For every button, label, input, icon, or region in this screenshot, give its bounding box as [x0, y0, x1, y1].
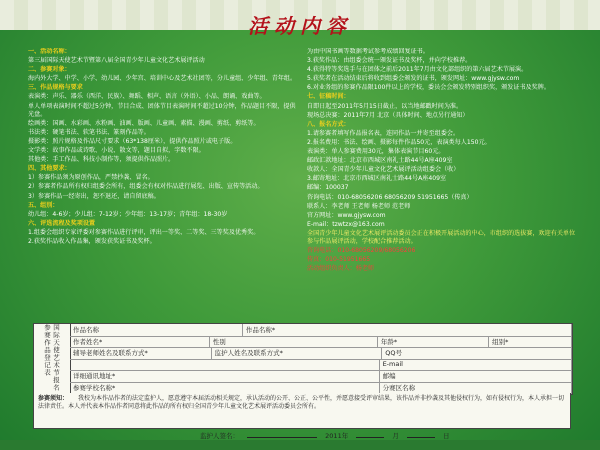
right-paragraph: 活动组织负责人：杨老师: [307, 265, 375, 273]
left-paragraph: 2.获奖作品收入作品集，颁发获奖证书及奖杯。: [28, 237, 156, 245]
right-paragraph: 6.对业务组的参赛作品限100件以上的学校，委员会会颁发特别组织奖，颁发证书及奖牌。: [307, 84, 550, 92]
guardian-sign-label: 监护人签名：: [200, 432, 239, 440]
left-paragraph: 三、作品规格与要求: [28, 84, 83, 92]
form-cell[interactable]: 作品名称: [70, 324, 243, 336]
right-paragraph: 联系人：李老师 王老师 杨老师 范老师: [307, 202, 411, 210]
form-side-label: [34, 324, 71, 394]
sign-day-line[interactable]: [407, 437, 435, 438]
left-paragraph: 文学类：故事作品或诗歌、小说、散文等，题目自拟，字数不限。: [28, 147, 205, 155]
right-paragraph: 3.获奖作品：由组委会统一颁发证书及奖杯，并向学校推荐。: [307, 57, 472, 65]
form-cell[interactable]: 监护人姓名及联系方式*: [212, 347, 383, 359]
right-paragraph: 咨询电话：010-68056206 68056209 51951665（传真）: [307, 193, 473, 201]
left-paragraph: 五、组别：: [28, 201, 59, 209]
signature-row: [200, 431, 450, 440]
left-paragraph: 摄影类：照片规格及作品尺寸要求（63*138厘米），提供作品照片或电子版。: [28, 137, 237, 145]
left-paragraph: 幼儿组：4-6岁；少儿组：7-12岁；少年组：13-17岁；青年组：18-30岁: [28, 210, 228, 218]
form-cell[interactable]: 辅导老师姓名及联系方式*: [70, 347, 212, 359]
left-paragraph: 表演类：声乐、器乐（西洋、民族）、舞蹈、相声、语言（外语）、小品、朗诵、戏曲等。: [28, 93, 266, 101]
left-paragraph: 2）参赛者作品所有权归组委会所有，组委会有权对作品进行展览、出版、宣传等活动。: [28, 183, 264, 191]
right-paragraph: 邮编：100037: [307, 184, 349, 192]
bottom-bar: [0, 440, 600, 450]
left-paragraph: 绘画类：国画、水彩画、水粉画、油画、版画、儿童画、素描、漫画、剪纸、剪纸等。: [28, 119, 260, 127]
form-cell[interactable]: 年龄*: [378, 336, 489, 348]
form-cell[interactable]: E-mail: [380, 359, 572, 371]
left-paragraph: 六、评选流程及奖项设置: [28, 219, 96, 227]
left-paragraph: 单人单项表演时间不超过5分钟，节目合成、团体节目表演时间不超过10分钟，作品题目不限，提供光盘。: [28, 102, 296, 118]
title-banner: [208, 10, 392, 38]
sign-month: 月: [392, 432, 399, 440]
form-cell[interactable]: 组别*: [489, 336, 572, 348]
notes-title: 参赛须知：: [38, 395, 69, 402]
sign-month-line[interactable]: [356, 437, 384, 438]
notes-text: 我校为本作品作者的法定监护人，愿意遵守本届活动相关规定，承认活动的公开、公正、公平性，并愿意接受评审结果，该作品并非抄袭及其他侵权行为，如有侵权行为，本人承担一切法律责任。本人并代表本作品作者同意将此作品的所有权归全国青少年儿童文化艺术展评活动委员会所有。: [38, 395, 564, 410]
right-paragraph: 收款人：全国青少年儿童文化艺术展评活动组委会（收）: [307, 166, 460, 174]
registration-form: [33, 323, 573, 395]
right-paragraph: 表演类：单人参赛费用30元，集体表演节目60元。: [307, 148, 445, 156]
right-paragraph: 八、报名方式：: [307, 120, 350, 128]
form-cell[interactable]: 邮编: [380, 370, 572, 382]
notes-box: [33, 393, 571, 429]
content-columns: [28, 48, 576, 320]
sign-day: 日: [443, 432, 450, 440]
left-paragraph: 1.组委会组织专家评委对参赛作品进行评审，评出一等奖、二等奖、三等奖及优秀奖。: [28, 228, 260, 236]
signature-line[interactable]: [247, 437, 317, 438]
left-paragraph: 书法类：硬笔书法、软笔书法、篆刻作品等。: [28, 128, 150, 136]
left-paragraph: 海内外大学、中学、小学、幼儿园、少年宫、培训中心及艺术社团等，分儿童组、少年组、青年组。: [28, 75, 297, 83]
right-paragraph: 官方网址：www.gjysw.com: [307, 211, 386, 219]
left-paragraph: 1）参赛作品须为原创作品，严禁抄袭、冒名。: [28, 174, 154, 182]
right-paragraph: 七、征稿时间：: [307, 93, 350, 101]
form-cell[interactable]: 性别: [210, 336, 378, 348]
sign-year: 2011年: [325, 432, 349, 440]
page-title: 活动内容: [248, 13, 352, 38]
form-cell[interactable]: 作品名称*: [243, 324, 572, 336]
right-paragraph: 全国青少年儿童文化艺术展评活动委员会正在积极开展活动的中心，市组织的选拔赛，欢迎有关单位参与作品展评活动，学校配合推荐活动。: [307, 229, 576, 245]
left-paragraph: 一、活动名称：: [28, 48, 71, 55]
right-column: [307, 48, 576, 320]
right-paragraph: 为由中国书画等数据考试参考成绩回复证书。: [307, 48, 429, 55]
left-column: [28, 48, 297, 320]
left-paragraph: 四、其他要求：: [28, 165, 71, 173]
right-paragraph: 4.获得特等奖选手与在团体之前后2011年7月由文化部组织的第六届艺术节展演。: [307, 66, 528, 74]
right-paragraph: 5.获奖者在活动结束后将收到组委会颁发的证书，颁发网址：www.gjysw.com: [307, 75, 520, 83]
form-cell[interactable]: 参赛学校名称*: [70, 382, 380, 394]
form-cell[interactable]: 分赛区名称: [380, 382, 572, 394]
right-paragraph: 咨询电话：010-68056209/68056206: [307, 247, 416, 255]
right-paragraph: 2.报名费用：书法、绘画、摄影每件作品50元，表演类每人150元。: [307, 138, 491, 146]
form-cell[interactable]: 详细通讯地址*: [70, 370, 380, 382]
form-cell[interactable]: [70, 359, 380, 371]
form-cell[interactable]: QQ号: [382, 347, 572, 359]
right-paragraph: 3.邮寄地址：北京市西城区南礼士路44号A座409室: [307, 175, 447, 183]
right-paragraph: E-mail：tzwtzx@163.com: [307, 220, 385, 228]
right-paragraph: 自即日起至2011年5月15日截止，以当地邮戳时间为准。: [307, 102, 463, 110]
left-paragraph: 二、参赛对象：: [28, 66, 71, 74]
right-paragraph: 1.请参赛者填写作品报名表，连同作品一并寄至组委会。: [307, 129, 460, 137]
right-paragraph: 邮政汇款地址：北京市西城区南礼士路44号A座409室: [307, 157, 453, 165]
left-paragraph: 3）参赛作品一经寄出，恕不退还，请自留底稿。: [28, 192, 160, 200]
right-paragraph: 现场总决赛：2011年7月 北京（具体时间、地点另行通知）: [307, 111, 469, 119]
form-cell[interactable]: 作者姓名*: [70, 336, 210, 348]
left-paragraph: 其他类：手工作品、科技小制作等，须提供作品照片。: [28, 156, 175, 164]
right-paragraph: 传真：010-51951665: [307, 256, 371, 264]
left-paragraph: 第三届国际天使艺术节暨第八届全国青少年儿童文化艺术展评活动: [28, 57, 205, 65]
form-side-text: 国际天使艺术节报名参赛作品登记表: [43, 324, 60, 392]
